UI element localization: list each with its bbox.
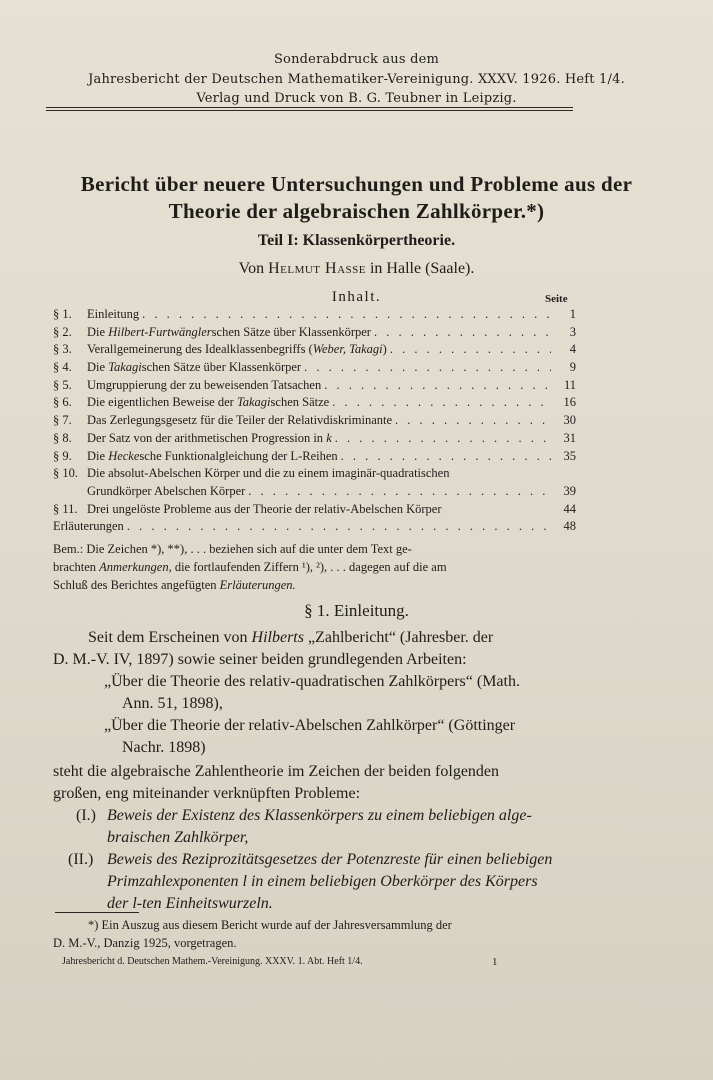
toc-heading: Inhalt. [331,289,382,305]
article-title-line1: Bericht über neuere Untersuchungen und Probleme aus der [80,172,633,196]
toc-item [53,501,576,519]
toc-item [53,483,576,501]
toc-item-number: § 10. [53,466,78,481]
toc-item-number: § 2. [53,324,72,339]
toc-item-number: § 1. [53,307,72,321]
author-line [0,260,713,278]
toc-item-page: 16 [563,395,576,410]
toc-item-title: Einleitung [87,307,140,321]
toc-item-number: § 7. [53,413,72,428]
article-title-line2: Theorie der algebraischen Zahlkörper.*) [168,199,545,223]
body-line: Seit dem Erscheinen von Hilberts „Zahlbericht“ (Jahresber. der [88,629,494,646]
body-line: Ann. 51, 1898), [122,695,223,712]
note-line: Bem.: Die Zeichen *), **), . . . beziehen sich auf die unter dem Text ge- [53,542,412,556]
footnote-rule [55,912,139,913]
toc-item [53,306,576,324]
table-of-contents [53,306,576,536]
toc-item-page: 39 [563,483,576,498]
footer-journal: Jahresbericht d. Deutschen Mathem.-Vereinigung. XXXV. 1. Abt. Heft 1/4. [62,956,363,967]
page-number: 1 [492,956,498,968]
toc-item-title: Die eigentlichen Beweise der Takagischen Sätze [87,395,330,410]
toc-item [53,518,576,536]
toc-item-number: § 3. [53,342,72,357]
toc-item [53,324,576,342]
body-line: „Über die Theorie der relativ-Abelschen Zahlkörper“ (Göttinger [104,717,516,734]
toc-item-title: Die absolut-Abelschen Körper und die zu einem imaginär-quadratischen [87,466,450,481]
part-title: Teil I: Klassenkörpertheorie. [257,232,456,249]
body-line: „Über die Theorie des relativ-quadratischen Zahlkörpers“ (Math. [104,673,520,690]
toc-item [53,394,576,412]
toc-item-page: 9 [569,360,576,375]
toc-item-number: § 6. [53,395,72,410]
problem-line: Beweis der Existenz des Klassenkörpers zu einem beliebigen alge- [107,807,532,824]
toc-item [53,430,576,448]
toc-item-title: Umgruppierung der zu beweisenden Tatsachen [87,377,322,392]
toc-leader-dots [127,518,551,536]
problem-label: (I.) [76,807,96,824]
author-affiliation: in Halle (Saale). [369,260,475,277]
toc-page-label: Seite [545,293,568,305]
offprint-line: Sonderabdruck aus dem [273,52,440,67]
problem-line: der l-ten Einheitswurzeln. [107,895,273,912]
toc-item [53,359,576,377]
toc-item-title: Die Takagischen Sätze über Klassenkörper [87,360,302,375]
problem-label: (II.) [68,851,94,868]
toc-item-page: 3 [569,324,576,339]
problem-line: braischen Zahlkörper, [107,829,249,846]
toc-leader-dots [324,377,551,395]
toc-item-title: Erläuterungen [53,519,124,534]
toc-leader-dots [332,394,551,412]
toc-item-number: § 9. [53,448,72,463]
toc-item-title: Das Zerlegungsgesetz für die Teiler der Relativdiskriminante [87,413,393,428]
toc-item [53,377,576,395]
toc-item [53,412,576,430]
author-prefix: Von [238,260,265,277]
toc-item-number: § 5. [53,377,72,392]
toc-item [53,465,576,483]
note-line: brachten Anmerkungen, die fortlaufenden Ziffern ¹), ²), . . . dagegen auf die am [53,560,447,574]
toc-item-title: Grundkörper Abelschen Körper [87,483,246,498]
toc-item-page: 4 [569,342,576,357]
toc-item-number: § 11. [53,501,78,516]
toc-leader-dots [248,483,551,501]
toc-item-number: § 8. [53,430,72,445]
toc-item-page: 1 [569,307,576,321]
header-rule [46,107,573,108]
body-line: steht die algebraische Zahlentheorie im Zeichen der beiden folgenden [53,763,500,780]
footnote-line: *) Ein Auszug aus diesem Bericht wurde auf der Jahresversammlung der [88,918,452,932]
body-line: großen, eng miteinander verknüpften Probleme: [53,785,361,802]
toc-item [53,448,576,466]
header-rule-double [46,110,573,111]
toc-leader-dots [395,412,551,430]
note-line: Schluß des Berichtes angefügten Erläuterungen. [53,578,296,592]
author-name: Helmut Hasse [268,260,366,277]
toc-item-page: 35 [563,448,576,463]
toc-item-page: 11 [563,377,576,392]
toc-item-number: § 4. [53,360,72,375]
toc-leader-dots [341,448,551,466]
problem-line: Beweis des Reziprozitätsgesetzes der Potenzreste für einen beliebigen [107,851,553,868]
toc-item-title: Die Heckesche Funktionalgleichung der L-Reihen [87,448,338,463]
note-paragraph [53,540,577,594]
toc-item [53,341,576,359]
toc-item-title: Der Satz von der arithmetischen Progression in k [87,430,332,445]
toc-item-title: Verallgemeinerung des Idealklassenbegriffs (Weber, Takagi) [87,342,387,357]
body-line: D. M.-V. IV, 1897) sowie seiner beiden grundlegenden Arbeiten: [53,651,467,668]
section-heading: § 1. Einleitung. [304,601,409,620]
toc-item-page: 31 [563,430,576,445]
toc-leader-dots [142,306,551,324]
toc-item-page: 48 [563,519,576,534]
toc-item-page: 30 [563,413,576,428]
body-line: Nachr. 1898) [122,739,206,756]
toc-leader-dots [335,430,551,448]
toc-item-page: 44 [563,501,576,516]
problem-line: Primzahlexponenten l in einem beliebigen Oberkörper des Körpers [107,873,538,890]
publisher-line: Verlag und Druck von B. G. Teubner in Leipzig. [196,91,517,106]
toc-item-title: Die Hilbert-Furtwänglerschen Sätze über Klassenkörper [87,324,371,339]
toc-item-title: Drei ungelöste Probleme aus der Theorie der relativ-Abelschen Körper [87,501,442,516]
journal-line: Jahresbericht der Deutschen Mathematiker-Vereinigung. XXXV. 1926. Heft 1/4. [88,72,625,87]
footnote-line: D. M.-V., Danzig 1925, vorgetragen. [53,936,237,950]
toc-leader-dots [304,359,551,377]
toc-leader-dots [374,324,551,342]
toc-leader-dots [390,341,551,359]
